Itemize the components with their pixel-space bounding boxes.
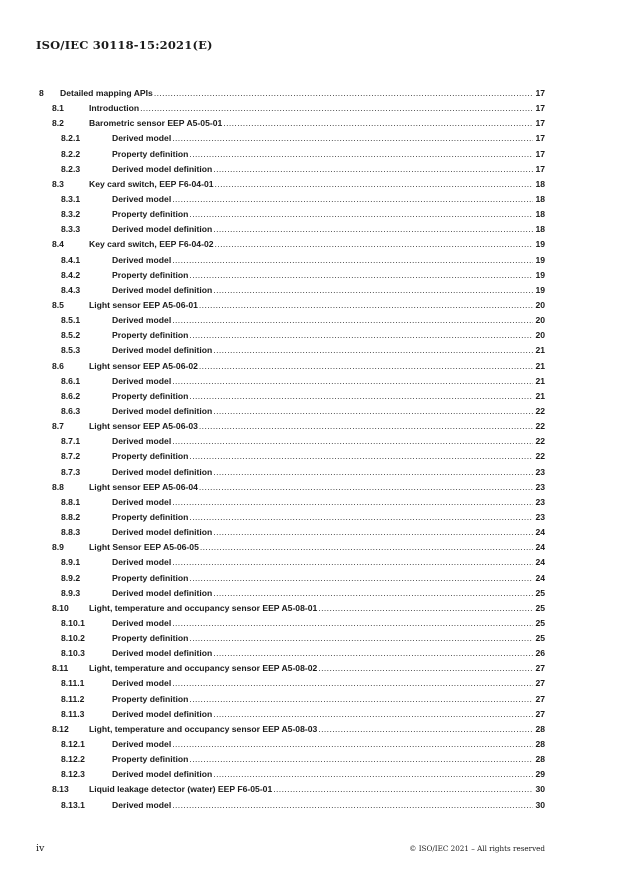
- toc-entry-page: 21: [535, 375, 545, 386]
- toc-entry-title: Light, temperature and occupancy sensor EEP A5-08-03: [89, 723, 318, 734]
- toc-entry-page: 17: [535, 133, 545, 144]
- toc-entry-number: 8.9.1: [61, 557, 81, 568]
- toc-leader-dots: [189, 692, 533, 707]
- toc-entry-page: 25: [535, 617, 545, 628]
- toc-entry-page: 27: [535, 678, 545, 689]
- toc-leader-dots: [213, 465, 533, 480]
- toc-entry-page: 18: [535, 178, 545, 189]
- toc-entry-title: Property definition: [112, 209, 189, 220]
- toc-entry-page: 30: [535, 784, 545, 795]
- toc-entry[interactable]: [39, 707, 545, 722]
- toc-entry-number: 8.9.2: [61, 572, 81, 583]
- toc-entry-number: 8.13: [52, 784, 69, 795]
- toc-leader-dots: [140, 101, 533, 116]
- toc-entry[interactable]: [39, 434, 545, 449]
- toc-entry[interactable]: [39, 298, 545, 313]
- toc-entry-title: Derived model definition: [112, 224, 213, 235]
- toc-leader-dots: [172, 374, 533, 389]
- toc-leader-dots: [172, 434, 533, 449]
- toc-entry-title: Derived model: [112, 375, 172, 386]
- toc-entry[interactable]: [39, 147, 545, 162]
- toc-entry-page: 27: [535, 708, 545, 719]
- toc-leader-dots: [189, 147, 533, 162]
- toc-leader-dots: [223, 116, 533, 131]
- toc-entry-title: Key card switch, EEP F6-04-02: [89, 239, 214, 250]
- toc-entry-title: Key card switch, EEP F6-04-01: [89, 178, 214, 189]
- toc-entry-page: 19: [535, 284, 545, 295]
- toc-leader-dots: [213, 767, 533, 782]
- toc-entry-number: 8.3.3: [61, 224, 81, 235]
- toc-entry[interactable]: [39, 359, 545, 374]
- toc-entry-page: 17: [535, 103, 545, 114]
- toc-leader-dots: [199, 419, 533, 434]
- toc-entry[interactable]: [39, 162, 545, 177]
- toc-leader-dots: [189, 510, 533, 525]
- toc-leader-dots: [273, 782, 533, 797]
- toc-entry-title: Property definition: [112, 148, 189, 159]
- toc-entry-page: 19: [535, 269, 545, 280]
- toc-leader-dots: [213, 525, 533, 540]
- toc-leader-dots: [172, 192, 533, 207]
- toc-entry-number: 8.3: [52, 178, 64, 189]
- toc-leader-dots: [189, 328, 533, 343]
- toc-entry-title: Derived model: [112, 254, 172, 265]
- toc-entry[interactable]: [39, 601, 545, 616]
- toc-entry-title: Detailed mapping APIs: [60, 88, 153, 98]
- toc-entry-number: 8.8.3: [61, 527, 81, 538]
- footer-copyright: © ISO/IEC 2021 – All rights reserved: [409, 844, 545, 853]
- toc-entry-number: 8.4: [52, 239, 64, 250]
- toc-leader-dots: [199, 359, 533, 374]
- toc-entry-title: Light sensor EEP A5-06-02: [89, 360, 198, 371]
- toc-entry-page: 18: [535, 224, 545, 235]
- toc-entry-page: 30: [535, 799, 545, 810]
- toc-entry[interactable]: [39, 661, 545, 676]
- toc-leader-dots: [172, 737, 533, 752]
- toc-entry-number: 8.7.1: [61, 436, 81, 447]
- toc-entry[interactable]: [39, 722, 545, 737]
- toc-leader-dots: [172, 616, 533, 631]
- toc-entry-title: Derived model definition: [112, 345, 213, 356]
- toc-entry-page: 20: [535, 315, 545, 326]
- toc-entry-title: Derived model definition: [112, 527, 213, 538]
- toc-entry-page: 24: [535, 542, 545, 553]
- toc-entry-title: Derived model definition: [112, 405, 213, 416]
- toc-entry-page: 23: [535, 496, 545, 507]
- toc-entry[interactable]: [39, 495, 545, 510]
- toc-entry-title: Property definition: [112, 269, 189, 280]
- table-of-contents: [39, 86, 545, 813]
- toc-entry-page: 23: [535, 511, 545, 522]
- toc-leader-dots: [172, 253, 533, 268]
- toc-entry-page: 22: [535, 436, 545, 447]
- toc-leader-dots: [189, 268, 533, 283]
- toc-entry-title: Property definition: [112, 693, 189, 704]
- toc-entry-title: Liquid leakage detector (water) EEP F6-05-01: [89, 784, 273, 795]
- toc-entry-number: 8.2.1: [61, 133, 81, 144]
- toc-entry-page: 19: [535, 254, 545, 265]
- toc-entry-page: 22: [535, 405, 545, 416]
- toc-entry[interactable]: [39, 767, 545, 782]
- toc-entry-number: 8.6.2: [61, 390, 81, 401]
- toc-entry-title: Derived model: [112, 133, 172, 144]
- toc-entry[interactable]: [39, 237, 545, 252]
- toc-entry-number: 8.11.2: [61, 693, 85, 704]
- toc-leader-dots: [318, 661, 533, 676]
- toc-entry-number: 8.2.3: [61, 163, 81, 174]
- toc-leader-dots: [213, 162, 533, 177]
- toc-entry-number: 8.11.3: [61, 708, 85, 719]
- toc-entry-number: 8.6: [52, 360, 64, 371]
- toc-entry[interactable]: [39, 798, 545, 813]
- toc-entry[interactable]: [39, 268, 545, 283]
- toc-entry-number: 8.10.2: [61, 633, 85, 644]
- toc-entry[interactable]: [39, 616, 545, 631]
- toc-entry-title: Light Sensor EEP A5-06-05: [89, 542, 199, 553]
- toc-leader-dots: [213, 222, 533, 237]
- toc-entry-title: Property definition: [112, 633, 189, 644]
- toc-entry-page: 17: [535, 163, 545, 174]
- toc-leader-dots: [318, 722, 533, 737]
- toc-leader-dots: [154, 86, 533, 101]
- toc-leader-dots: [172, 131, 533, 146]
- toc-entry[interactable]: [39, 177, 545, 192]
- toc-entry-number: 8.7.3: [61, 466, 81, 477]
- toc-entry-number: 8.10.3: [61, 648, 85, 659]
- toc-entry-page: 22: [535, 421, 545, 432]
- toc-leader-dots: [172, 676, 533, 691]
- toc-entry-number: 8.12.1: [61, 739, 85, 750]
- toc-entry-title: Derived model: [112, 193, 172, 204]
- toc-entry[interactable]: [39, 676, 545, 691]
- toc-entry[interactable]: [39, 449, 545, 464]
- toc-entry-number: 8.9.3: [61, 587, 81, 598]
- toc-entry-number: 8.7.2: [61, 451, 81, 462]
- toc-entry-page: 29: [535, 769, 545, 780]
- toc-leader-dots: [189, 449, 533, 464]
- toc-leader-dots: [189, 752, 533, 767]
- toc-entry-number: 8.4.1: [61, 254, 81, 265]
- toc-entry-title: Derived model: [112, 315, 172, 326]
- toc-entry-number: 8.5.1: [61, 315, 81, 326]
- toc-entry[interactable]: [39, 404, 545, 419]
- toc-entry-number: 8.11.1: [61, 678, 85, 689]
- toc-entry-page: 25: [535, 633, 545, 644]
- toc-entry[interactable]: [39, 631, 545, 646]
- toc-entry-number: 8.6.1: [61, 375, 81, 386]
- toc-entry[interactable]: [39, 222, 545, 237]
- toc-entry-page: 18: [535, 193, 545, 204]
- toc-entry-title: Light sensor EEP A5-06-01: [89, 299, 198, 310]
- toc-entry[interactable]: [39, 283, 545, 298]
- toc-entry-page: 17: [535, 118, 545, 129]
- toc-entry-page: 23: [535, 481, 545, 492]
- toc-entry-title: Property definition: [112, 451, 189, 462]
- toc-entry-title: Light, temperature and occupancy sensor EEP A5-08-02: [89, 663, 318, 674]
- toc-entry-page: 23: [535, 466, 545, 477]
- toc-entry[interactable]: [39, 192, 545, 207]
- toc-entry-page: 18: [535, 209, 545, 220]
- toc-leader-dots: [213, 283, 533, 298]
- toc-entry[interactable]: [39, 313, 545, 328]
- toc-entry[interactable]: [39, 374, 545, 389]
- toc-entry[interactable]: [39, 465, 545, 480]
- toc-entry[interactable]: [39, 510, 545, 525]
- toc-entry-page: 24: [535, 572, 545, 583]
- toc-entry-page: 28: [535, 754, 545, 765]
- toc-entry-page: 17: [535, 88, 545, 98]
- toc-entry-page: 28: [535, 723, 545, 734]
- toc-entry-title: Derived model definition: [112, 769, 213, 780]
- toc-entry-page: 19: [535, 239, 545, 250]
- toc-entry-title: Derived model definition: [112, 284, 213, 295]
- toc-leader-dots: [215, 237, 533, 252]
- toc-entry-title: Property definition: [112, 572, 189, 583]
- toc-entry-number: 8.2: [52, 118, 64, 129]
- toc-entry-page: 24: [535, 527, 545, 538]
- toc-leader-dots: [199, 298, 533, 313]
- toc-entry-title: Derived model: [112, 678, 172, 689]
- toc-entry-page: 20: [535, 299, 545, 310]
- toc-leader-dots: [200, 540, 533, 555]
- toc-leader-dots: [172, 798, 533, 813]
- toc-entry[interactable]: [39, 343, 545, 358]
- toc-entry-number: 8.1: [52, 103, 64, 114]
- toc-entry-page: 28: [535, 739, 545, 750]
- toc-entry-number: 8: [39, 88, 44, 98]
- toc-entry[interactable]: [39, 86, 545, 101]
- toc-entry-page: 21: [535, 360, 545, 371]
- toc-entry-number: 8.12.2: [61, 754, 85, 765]
- toc-leader-dots: [318, 601, 533, 616]
- toc-entry-number: 8.7: [52, 421, 64, 432]
- toc-entry-page: 25: [535, 587, 545, 598]
- toc-entry-page: 21: [535, 390, 545, 401]
- toc-entry[interactable]: [39, 389, 545, 404]
- toc-entry[interactable]: [39, 692, 545, 707]
- toc-entry-title: Property definition: [112, 754, 189, 765]
- toc-leader-dots: [189, 631, 533, 646]
- toc-entry-title: Property definition: [112, 390, 189, 401]
- toc-entry-title: Light, temperature and occupancy sensor EEP A5-08-01: [89, 602, 318, 613]
- toc-entry-number: 8.12.3: [61, 769, 85, 780]
- toc-entry-number: 8.5: [52, 299, 64, 310]
- toc-entry-title: Property definition: [112, 511, 189, 522]
- toc-entry-title: Derived model: [112, 557, 172, 568]
- toc-leader-dots: [213, 404, 533, 419]
- toc-entry-title: Light sensor EEP A5-06-03: [89, 421, 198, 432]
- toc-entry-title: Derived model: [112, 799, 172, 810]
- toc-leader-dots: [213, 646, 533, 661]
- footer-page-number: iv: [36, 843, 45, 854]
- toc-entry-title: Derived model definition: [112, 587, 213, 598]
- toc-entry[interactable]: [39, 737, 545, 752]
- toc-entry-page: 27: [535, 693, 545, 704]
- toc-entry-number: 8.3.1: [61, 193, 81, 204]
- toc-entry-title: Derived model definition: [112, 708, 213, 719]
- toc-entry-title: Derived model definition: [112, 648, 213, 659]
- toc-entry[interactable]: [39, 328, 545, 343]
- toc-entry[interactable]: [39, 131, 545, 146]
- toc-entry-number: 8.10.1: [61, 617, 85, 628]
- toc-entry-number: 8.5.2: [61, 330, 81, 341]
- document-header-id: ISO/IEC 30118-15:2021(E): [36, 38, 213, 52]
- toc-entry[interactable]: [39, 253, 545, 268]
- toc-entry[interactable]: [39, 116, 545, 131]
- toc-entry[interactable]: [39, 480, 545, 495]
- toc-entry[interactable]: [39, 571, 545, 586]
- toc-entry-title: Introduction: [89, 103, 140, 114]
- toc-entry-number: 8.8.2: [61, 511, 81, 522]
- toc-entry-title: Derived model: [112, 617, 172, 628]
- toc-entry[interactable]: [39, 586, 545, 601]
- toc-entry-title: Derived model: [112, 496, 172, 507]
- toc-entry-number: 8.12: [52, 723, 69, 734]
- toc-entry-title: Property definition: [112, 330, 189, 341]
- toc-entry-number: 8.9: [52, 542, 64, 553]
- toc-entry-number: 8.8: [52, 481, 64, 492]
- toc-entry-page: 26: [535, 648, 545, 659]
- toc-entry-title: Barometric sensor EEP A5-05-01: [89, 118, 223, 129]
- toc-entry-page: 22: [535, 451, 545, 462]
- toc-entry[interactable]: [39, 752, 545, 767]
- toc-entry[interactable]: [39, 540, 545, 555]
- toc-entry-number: 8.5.3: [61, 345, 81, 356]
- toc-entry-title: Derived model: [112, 739, 172, 750]
- toc-leader-dots: [199, 480, 533, 495]
- toc-entry[interactable]: [39, 207, 545, 222]
- toc-entry-page: 17: [535, 148, 545, 159]
- toc-entry[interactable]: [39, 646, 545, 661]
- toc-entry-number: 8.13.1: [61, 799, 85, 810]
- toc-entry-page: 25: [535, 602, 545, 613]
- toc-leader-dots: [189, 389, 533, 404]
- toc-leader-dots: [189, 207, 533, 222]
- toc-entry-title: Derived model: [112, 436, 172, 447]
- toc-leader-dots: [215, 177, 533, 192]
- toc-entry-number: 8.6.3: [61, 405, 81, 416]
- toc-leader-dots: [172, 495, 533, 510]
- toc-entry-page: 24: [535, 557, 545, 568]
- toc-entry-page: 20: [535, 330, 545, 341]
- toc-entry[interactable]: [39, 782, 545, 797]
- toc-entry[interactable]: [39, 101, 545, 116]
- toc-entry-number: 8.2.2: [61, 148, 81, 159]
- toc-entry-number: 8.3.2: [61, 209, 81, 220]
- toc-entry-title: Derived model definition: [112, 466, 213, 477]
- toc-entry-title: Light sensor EEP A5-06-04: [89, 481, 198, 492]
- toc-entry-title: Derived model definition: [112, 163, 213, 174]
- toc-entry[interactable]: [39, 419, 545, 434]
- toc-leader-dots: [213, 343, 533, 358]
- toc-entry-number: 8.11: [52, 663, 69, 674]
- toc-leader-dots: [189, 571, 533, 586]
- toc-entry[interactable]: [39, 555, 545, 570]
- toc-entry-number: 8.8.1: [61, 496, 81, 507]
- toc-entry[interactable]: [39, 525, 545, 540]
- toc-entry-number: 8.4.3: [61, 284, 81, 295]
- toc-entry-page: 27: [535, 663, 545, 674]
- toc-leader-dots: [172, 555, 533, 570]
- toc-entry-page: 21: [535, 345, 545, 356]
- toc-entry-number: 8.4.2: [61, 269, 81, 280]
- toc-leader-dots: [213, 707, 533, 722]
- toc-leader-dots: [213, 586, 533, 601]
- toc-entry-number: 8.10: [52, 602, 69, 613]
- toc-leader-dots: [172, 313, 533, 328]
